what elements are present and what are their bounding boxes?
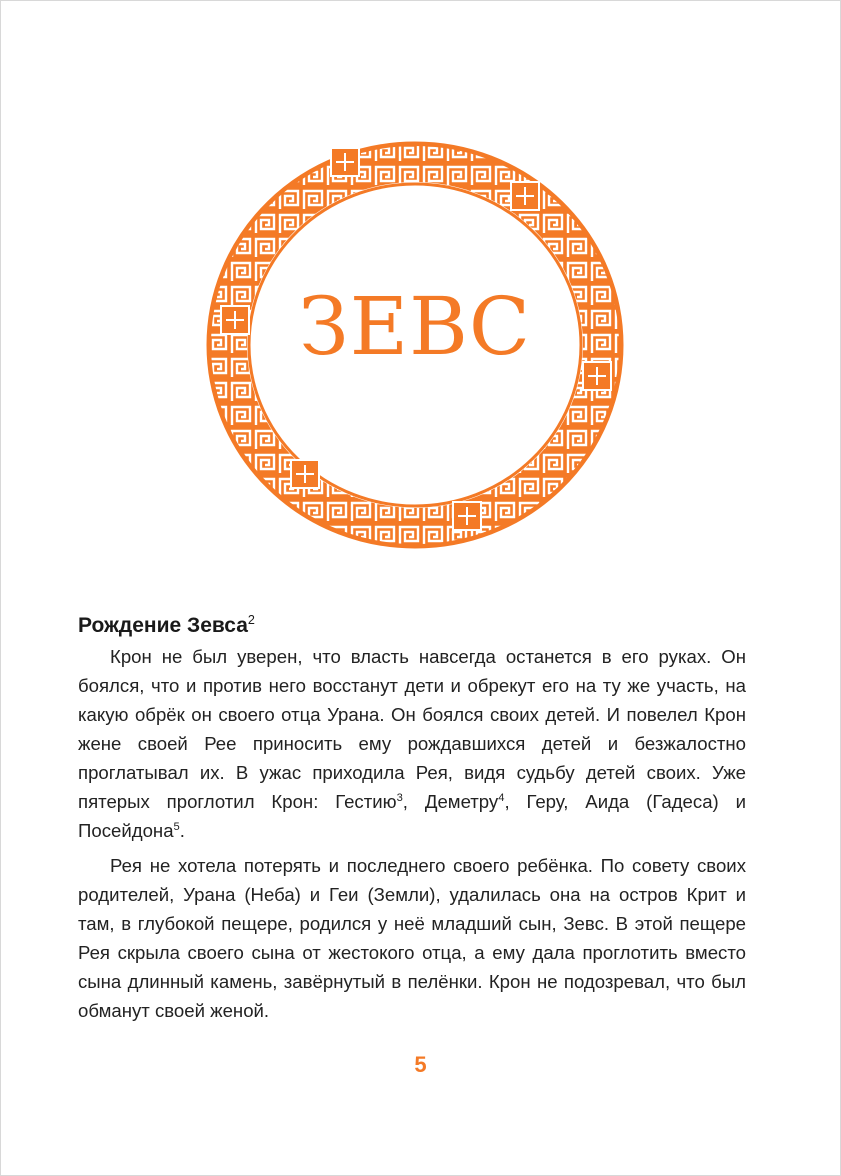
paragraph-1 xyxy=(78,642,746,845)
footnote-ref: 5 xyxy=(173,820,180,833)
greek-key-emblem xyxy=(205,140,625,550)
paragraph-text: . xyxy=(179,820,185,841)
paragraph-text: , Деметру xyxy=(402,791,499,812)
paragraph-text: , Геру, Аида (Гадеса) и Посейдона xyxy=(78,791,746,841)
footnote-ref: 2 xyxy=(247,613,255,627)
footnote-ref: 3 xyxy=(396,791,403,804)
heading-text: Рождение Зевса xyxy=(78,614,248,637)
section-heading xyxy=(78,612,746,640)
article xyxy=(78,612,746,1031)
footnote-ref: 4 xyxy=(498,791,505,804)
page-number: 5 xyxy=(414,1052,427,1077)
paragraph-2 xyxy=(78,851,746,1025)
paragraph-text: Крон не был уверен, что власть навсегда останется в его руках. Он боялся, что и против него восстанут дети и обрекут его на ту же участь, на какую обрёк он своего отца Урана. Он боялся своих детей. И повелел Крон жене своей Рее приносить ему рождавшихся детей и безжалостно проглатывал их. В ужас приходила Рея, видя судьбу детей своих. Уже пятерых проглотил Крон: Гестию xyxy=(78,646,746,812)
emblem-title: ЗЕВС xyxy=(298,280,532,373)
paragraph-text: Рея не хотела потерять и последнего своего ребёнка. По совету своих родителей, Урана (Неба) и Геи (Земли), удалилась она на остров Крит и там, в глубокой пещере, родился у неё младший сын, Зевс. В этой пещере Рея скрыла своего сына от жестокого отца, а ему дала проглотить вместо сына длинный камень, завёрнутый в пелёнки. Крон не подозревал, что был обманут своей женой. xyxy=(78,855,746,1021)
